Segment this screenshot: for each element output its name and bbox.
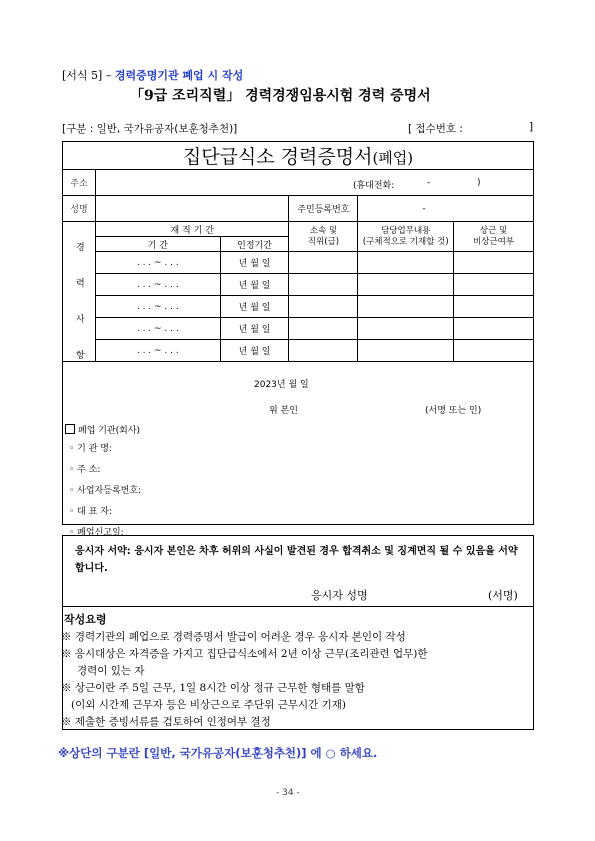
category-line: [구분 : 일반, 국가유공자(보훈청추천)] [62,123,238,135]
pledge-text: 응시자 서약: 응시자 본인은 차후 허위의 사실이 발견된 경우 합격취소 및 징계면직 될 수 있음을 서약 합니다. [75,546,518,574]
fulltime-header: 상근 및 비상근여부 [454,222,534,252]
career-row [63,296,534,318]
guide-box [62,606,534,730]
phone-dash: - [426,178,431,188]
dept-field[interactable] [289,340,358,362]
footer-note: ※상단의 구분란 [일반, 국가유공자(보훈청추천)] 에 ○ 하세요. [58,746,378,760]
closed-org-business-no: ◦ 사업자등록번호: [69,486,142,496]
confirmation-section [63,362,534,538]
dept-field[interactable] [289,296,358,318]
guide-item: 경력이 있는 자 [77,665,145,677]
page-number: - 34 - [276,788,300,798]
career-char: 항 [76,351,85,361]
resident-number-label: 주민등록번호 [289,196,358,222]
applicant-name-label: 응시자 성명 [311,589,368,602]
resident-number-field[interactable] [358,196,534,222]
form-title [63,142,534,170]
dept-field[interactable] [289,274,358,296]
form-title-paren: (폐업) [372,149,414,167]
period-field[interactable]: . . . ~ . . . [95,274,220,296]
dash: – [105,69,112,82]
recognized-period-header: 인정기간 [220,237,289,252]
closed-org-address: ◦ 주 소: [69,465,101,475]
sign-or-seal: (서명 또는 인) [425,406,482,416]
address-field[interactable] [95,170,533,196]
duty-field[interactable] [358,318,454,340]
fulltime-field[interactable] [454,340,534,362]
career-section-label [63,222,96,362]
closed-org-title-text: 폐업 기관(회사) [78,426,141,436]
signature-label: (서명) [488,589,518,602]
recognized-field[interactable]: 년 월 일 [220,252,289,274]
period-field[interactable]: . . . ~ . . . [95,318,220,340]
duty-header: 담당업무내용 (구체적으로 기재할 것) [358,222,454,252]
duty-field[interactable] [358,340,454,362]
form-number-line [62,67,243,83]
period-field[interactable]: . . . ~ . . . [95,296,220,318]
closed-org-ceo: ◦ 대 표 자: [69,507,113,517]
employment-period-header: 재 직 기 간 [95,222,289,237]
form-title-main: 집단급식소 경력증명서 [182,146,373,168]
fulltime-field[interactable] [454,252,534,274]
resident-number-dash: - [422,204,426,214]
dept-field[interactable] [289,252,358,274]
receipt-number-label: [ 접수번호 : [408,123,463,135]
period-field[interactable]: . . . ~ . . . [95,340,220,362]
receipt-number-end: ] [529,121,534,133]
pledge-box [62,535,534,607]
form-note: 경력증명기관 폐업 시 작성 [114,69,244,82]
career-row [63,340,534,362]
career-char: 사 [76,315,85,325]
career-char: 경 [76,243,85,253]
period-field[interactable]: . . . ~ . . . [95,252,220,274]
duty-field[interactable] [358,296,454,318]
guide-item: ※ 응시대상은 자격증을 가지고 집단급식소에서 2년 이상 근무(조리관련 업무)한 [61,648,428,660]
guide-item: ※ 제출한 증빙서류를 검토하여 인정여부 결정 [61,716,271,728]
closed-org-title [65,423,140,436]
recognized-field[interactable]: 년 월 일 [220,296,289,318]
guide-title: 작성요령 [64,613,107,626]
fulltime-field[interactable] [454,296,534,318]
phone-label: (휴대전화: [352,181,395,191]
career-row [63,318,534,340]
closed-org-closure-date: ◦ 폐업신고일: [69,528,124,538]
name-label: 성명 [63,196,96,222]
guide-item: ※ 경력기관의 폐업으로 경력증명서 발급이 어려운 경우 응시자 본인이 작성 [61,631,406,643]
guide-item: (이외 시간제 근무자 등은 비상근으로 주단위 근무시간 기재) [71,699,346,711]
recognized-field[interactable]: 년 월 일 [220,340,289,362]
period-header: 기 간 [95,237,220,252]
closed-org-name: ◦ 기 관 명: [69,444,113,454]
recognized-field[interactable]: 년 월 일 [220,318,289,340]
career-row [63,274,534,296]
form-number: [서식 5] [62,69,103,82]
applicant-self: 위 본인 [269,406,298,416]
guide-item: ※ 상근이란 주 5일 근무, 1일 8시간 이상 정규 근무한 형태를 말함 [61,682,365,694]
address-label: 주소 [63,170,96,196]
career-certificate-form [62,141,534,538]
career-char: 력 [76,279,85,289]
dept-header: 소속 및 직위(급) [289,222,358,252]
duty-field[interactable] [358,252,454,274]
name-field[interactable] [95,196,289,222]
page-title: 「9급 조리직렬」 경력경쟁임용시험 경력 증명서 [130,88,431,104]
dept-field[interactable] [289,318,358,340]
date-line: 2023년 월 일 [254,380,309,390]
phone-end: ) [476,178,481,188]
duty-field[interactable] [358,274,454,296]
recognized-field[interactable]: 년 월 일 [220,274,289,296]
career-row [63,252,534,274]
fulltime-field[interactable] [454,274,534,296]
checkbox-icon[interactable] [65,424,75,434]
fulltime-field[interactable] [454,318,534,340]
